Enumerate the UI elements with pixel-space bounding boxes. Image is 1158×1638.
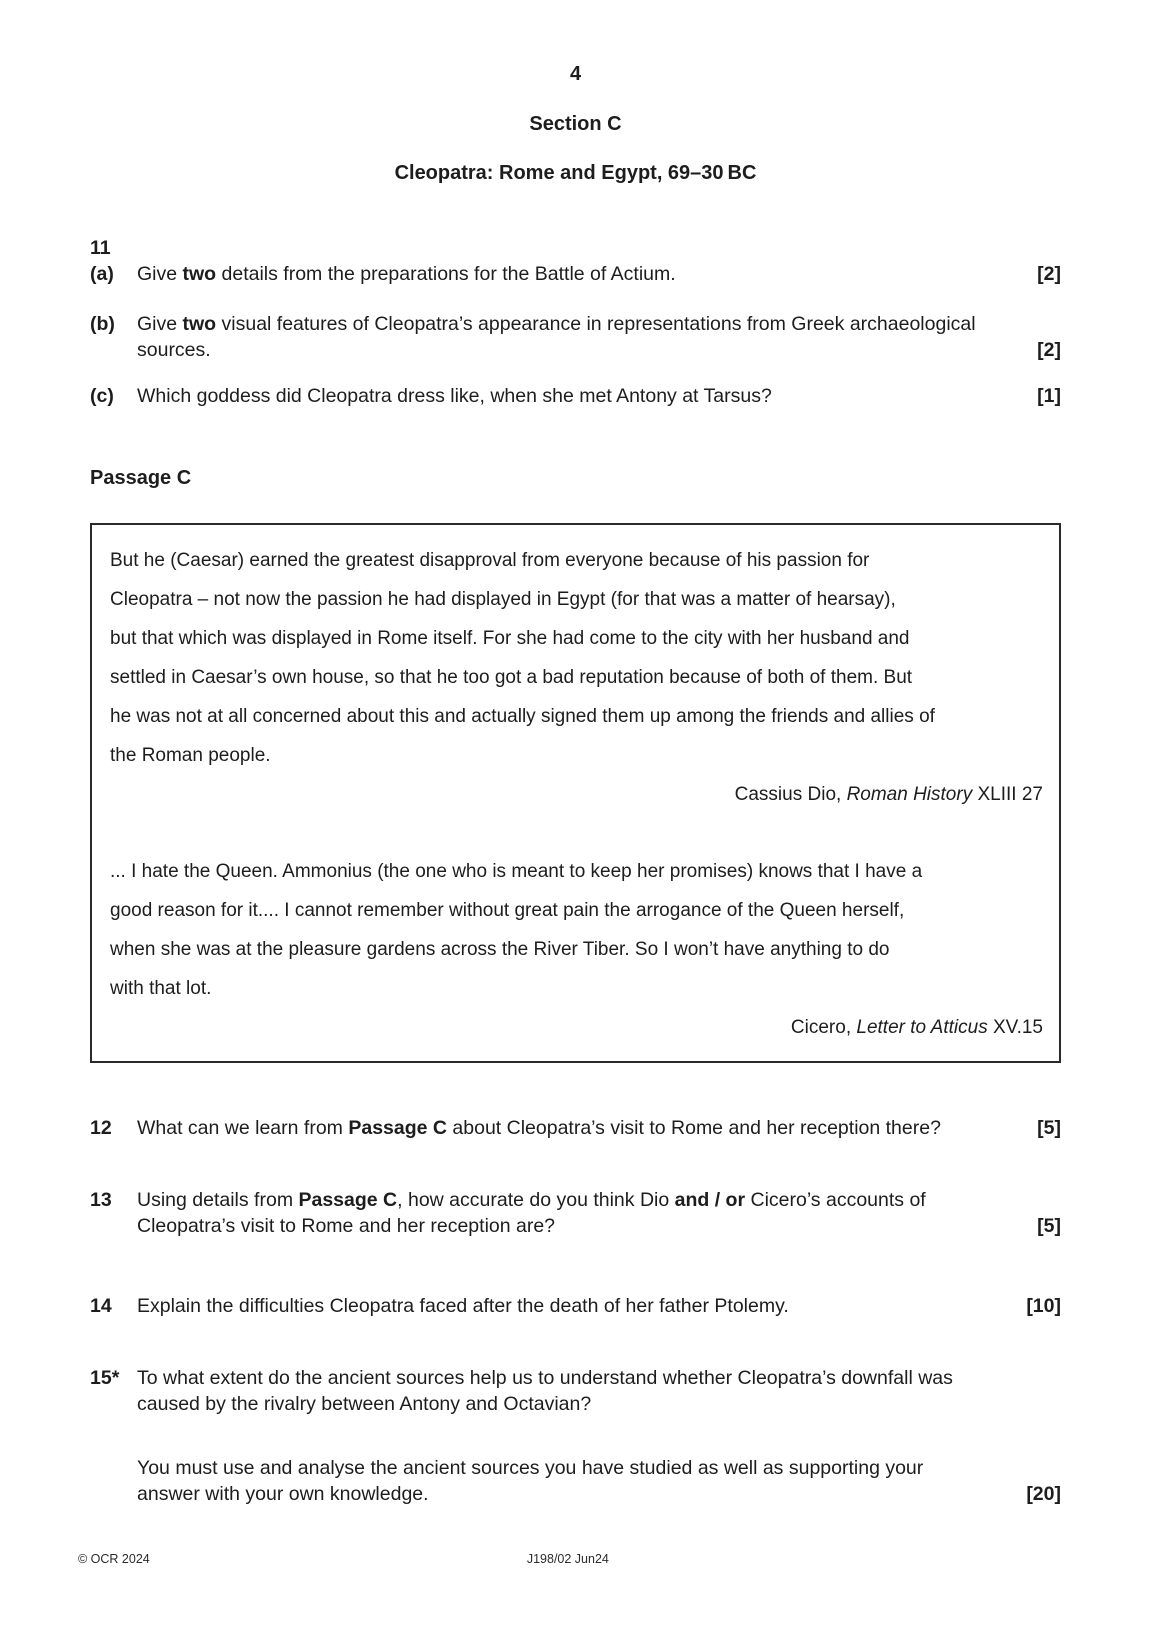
question-11c-row (90, 383, 1061, 409)
text-segment: visual features of Cleopatra’s appearance in representations from Greek archaeological (216, 313, 976, 335)
question-text-content (137, 1117, 941, 1139)
quote-block-cicero (110, 852, 1043, 1047)
text-segment: about Cleopatra’s visit to Rome and her reception there? (447, 1117, 941, 1139)
question-number: 12 (90, 1117, 112, 1139)
text-segment: details from the preparations for the Battle of Actium. (216, 263, 676, 285)
text-segment: Which goddess did Cleopatra dress like, when she met Antony at Tarsus? (137, 385, 772, 407)
passage-line: he was not at all concerned about this and actually signed them up among the friends and allies of (110, 706, 935, 727)
question-instruction-content (137, 1457, 923, 1505)
passage-line: Cleopatra – not now the passion he had displayed in Egypt (for that was a matter of hearsay), (110, 589, 896, 610)
passage-line: with that lot. (110, 978, 212, 999)
attribution-dio (110, 775, 1043, 814)
passage-line: settled in Caesar’s own house, so that he too got a bad reputation because of both of them. But (110, 667, 913, 688)
passage-heading: Passage C (90, 467, 192, 489)
text-segment: Passage C (298, 1189, 398, 1211)
text-segment: Letter to Atticus (856, 1017, 988, 1038)
text-segment: Cassius Dio, (734, 784, 847, 805)
question-instruction-text (137, 1455, 1061, 1507)
passage-line: the Roman people. (110, 745, 271, 766)
paper-title: Cleopatra: Rome and Egypt, 69–30 BC (394, 162, 757, 184)
text-segment: Using details from (137, 1189, 299, 1211)
marks-badge: [5] (1037, 1215, 1061, 1237)
part-text (137, 383, 1061, 409)
part-label: (c) (90, 385, 114, 407)
quote-lines (110, 541, 1043, 775)
text-segment: XV.15 (987, 1017, 1043, 1038)
part-text-column (137, 311, 1061, 363)
quote-block-dio (110, 541, 1043, 814)
part-text-column (137, 383, 1061, 409)
marks-badge: [10] (1026, 1295, 1061, 1317)
passage-line: but that which was displayed in Rome itself. For she had come to the city with her husband and (110, 628, 910, 649)
text-segment: answer with your own knowledge. (137, 1483, 429, 1505)
text-segment: Cicero, (790, 1017, 857, 1038)
text-segment: sources. (137, 339, 211, 361)
question-number: 14 (90, 1295, 112, 1317)
part-text-content (137, 263, 676, 285)
part-label: (a) (90, 263, 114, 285)
question-number: 15* (90, 1367, 120, 1389)
question-text (137, 1187, 1061, 1239)
text-segment: Passage C (348, 1117, 447, 1139)
question-text (137, 1293, 1061, 1319)
text-segment: What can we learn from (137, 1117, 349, 1139)
text-segment: two (182, 263, 217, 285)
text-segment: To what extent do the ancient sources help us to understand whether Cleopatra’s downfall was (137, 1367, 953, 1389)
text-segment: Roman History (846, 784, 973, 805)
part-text-content (137, 385, 772, 407)
passage-line: But he (Caesar) earned the greatest disapproval from everyone because of his passion for (110, 550, 870, 571)
question-text-column (137, 1187, 1061, 1239)
question-text-content (137, 1189, 926, 1237)
passage-line: good reason for it.... I cannot remember without great pain the arrogance of the Queen herself, (110, 900, 905, 921)
paper-code: J198/02 Jun24 (526, 1552, 609, 1566)
marks-badge: [20] (1026, 1483, 1061, 1505)
part-text-column (137, 261, 1061, 287)
question-15-row (90, 1365, 1061, 1507)
question-text-column (137, 1365, 1061, 1507)
question-text-content (137, 1367, 953, 1415)
text-segment: Explain the difficulties Cleopatra faced after the death of her father Ptolemy. (137, 1295, 789, 1317)
passage-box (90, 523, 1061, 1063)
text-segment: Give (137, 263, 183, 285)
text-segment: , how accurate do you think Dio (397, 1189, 675, 1211)
section-heading: Section C (529, 113, 622, 135)
question-12-row (90, 1115, 1061, 1141)
text-segment: Cleopatra’s visit to Rome and her reception are? (137, 1215, 556, 1237)
question-text (137, 1115, 1061, 1141)
marks-badge: [2] (1037, 339, 1061, 361)
text-segment: two (182, 313, 217, 335)
question-text-column (137, 1115, 1061, 1141)
text-segment: XLIII 27 (972, 784, 1043, 805)
question-13-row (90, 1187, 1061, 1239)
question-11b-row (90, 311, 1061, 363)
question-text (137, 1365, 1061, 1417)
question-14-row (90, 1293, 1061, 1319)
marks-badge: [5] (1037, 1117, 1061, 1139)
part-text-content (137, 313, 976, 361)
page-number: 4 (569, 63, 582, 85)
page-footer (78, 1552, 1061, 1567)
text-segment: and / or (674, 1189, 746, 1211)
marks-badge: [1] (1037, 385, 1061, 407)
text-segment: caused by the rivalry between Antony and Octavian? (137, 1393, 592, 1415)
text-segment: Cicero’s accounts of (745, 1189, 926, 1211)
question-number: 13 (90, 1189, 112, 1211)
question-text-content (137, 1295, 789, 1317)
part-text (137, 261, 1061, 287)
question-11-number: 11 (90, 237, 111, 259)
marks-badge: [2] (1037, 263, 1061, 285)
quote-lines (110, 852, 1043, 1008)
passage-line: ... I hate the Queen. Ammonius (the one who is meant to keep her promises) knows that I have a (110, 861, 923, 882)
part-text (137, 311, 1061, 363)
passage-line: when she was at the pleasure gardens across the River Tiber. So I won’t have anything to do (110, 939, 890, 960)
text-segment: Give (137, 313, 183, 335)
attribution-cicero (110, 1008, 1043, 1047)
question-text-column (137, 1293, 1061, 1319)
question-11a-row (90, 261, 1061, 287)
text-segment: You must use and analyse the ancient sources you have studied as well as supporting your (137, 1457, 924, 1479)
part-label: (b) (90, 313, 115, 335)
copyright-text: © OCR 2024 (78, 1552, 150, 1566)
